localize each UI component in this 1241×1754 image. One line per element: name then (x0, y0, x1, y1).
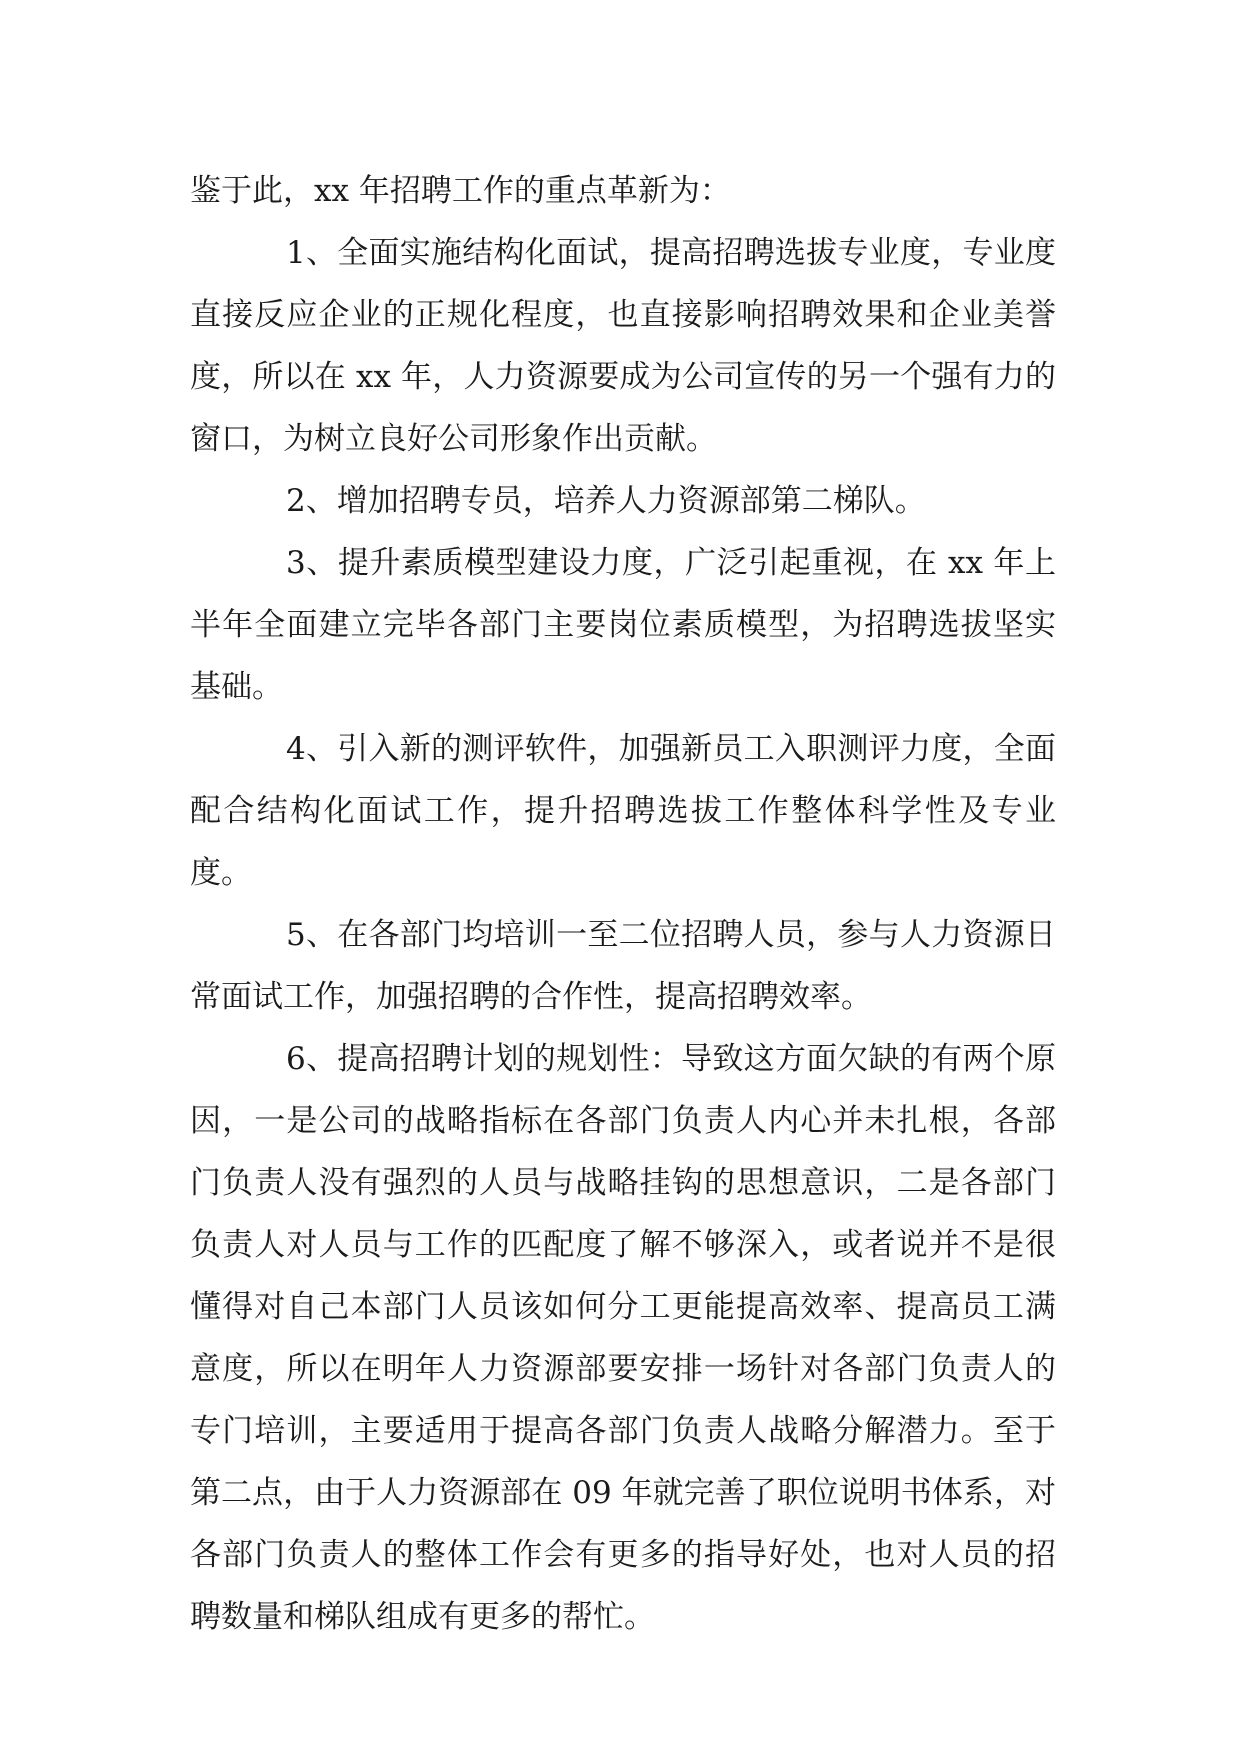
paragraph-item-4: 4、引入新的测评软件，加强新员工入职测评力度，全面配合结构化面试工作，提升招聘选拔工作整体科学性及专业度。 (190, 731, 1056, 891)
paragraph-item-6: 6、提高招聘计划的规划性：导致这方面欠缺的有两个原因，一是公司的战略指标在各部门负责人内心并未扎根，各部门负责人没有强烈的人员与战略挂钩的思想意识，二是各部门负责人对人员与工作的匹配度了解不够深入，或者说并不是很懂得对自己本部门人员该如何分工更能提高效率、提高员工满意度，所以在明年人力资源部要安排一场针对各部门负责人的专门培训，主要适用于提高各部门负责人战略分解潜力。至于第二点，由于人力资源部在 09 年就完善了职位说明书体系，对各部门负责人的整体工作会有更多的指导好处，也对人员的招聘数量和梯队组成有更多的帮忙。 (190, 1041, 1056, 1635)
paragraph-intro: 鉴于此，xx 年招聘工作的重点革新为： (190, 173, 731, 209)
paragraph-item-3: 3、提升素质模型建设力度，广泛引起重视，在 xx 年上半年全面建立完毕各部门主要岗位素质模型，为招聘选拔坚实基础。 (190, 545, 1056, 705)
paragraph-item-1: 1、全面实施结构化面试，提高招聘选拔专业度，专业度直接反应企业的正规化程度，也直接影响招聘效果和企业美誉度，所以在 xx 年，人力资源要成为公司宣传的另一个强有力的窗口，为树立良好公司形象作出贡献。 (190, 235, 1056, 457)
paragraph-item-2: 2、增加招聘专员，培养人力资源部第二梯队。 (286, 483, 926, 519)
paragraph-item-5: 5、在各部门均培训一至二位招聘人员，参与人力资源日常面试工作，加强招聘的合作性，提高招聘效率。 (190, 917, 1056, 1015)
document-body (190, 160, 1056, 1648)
